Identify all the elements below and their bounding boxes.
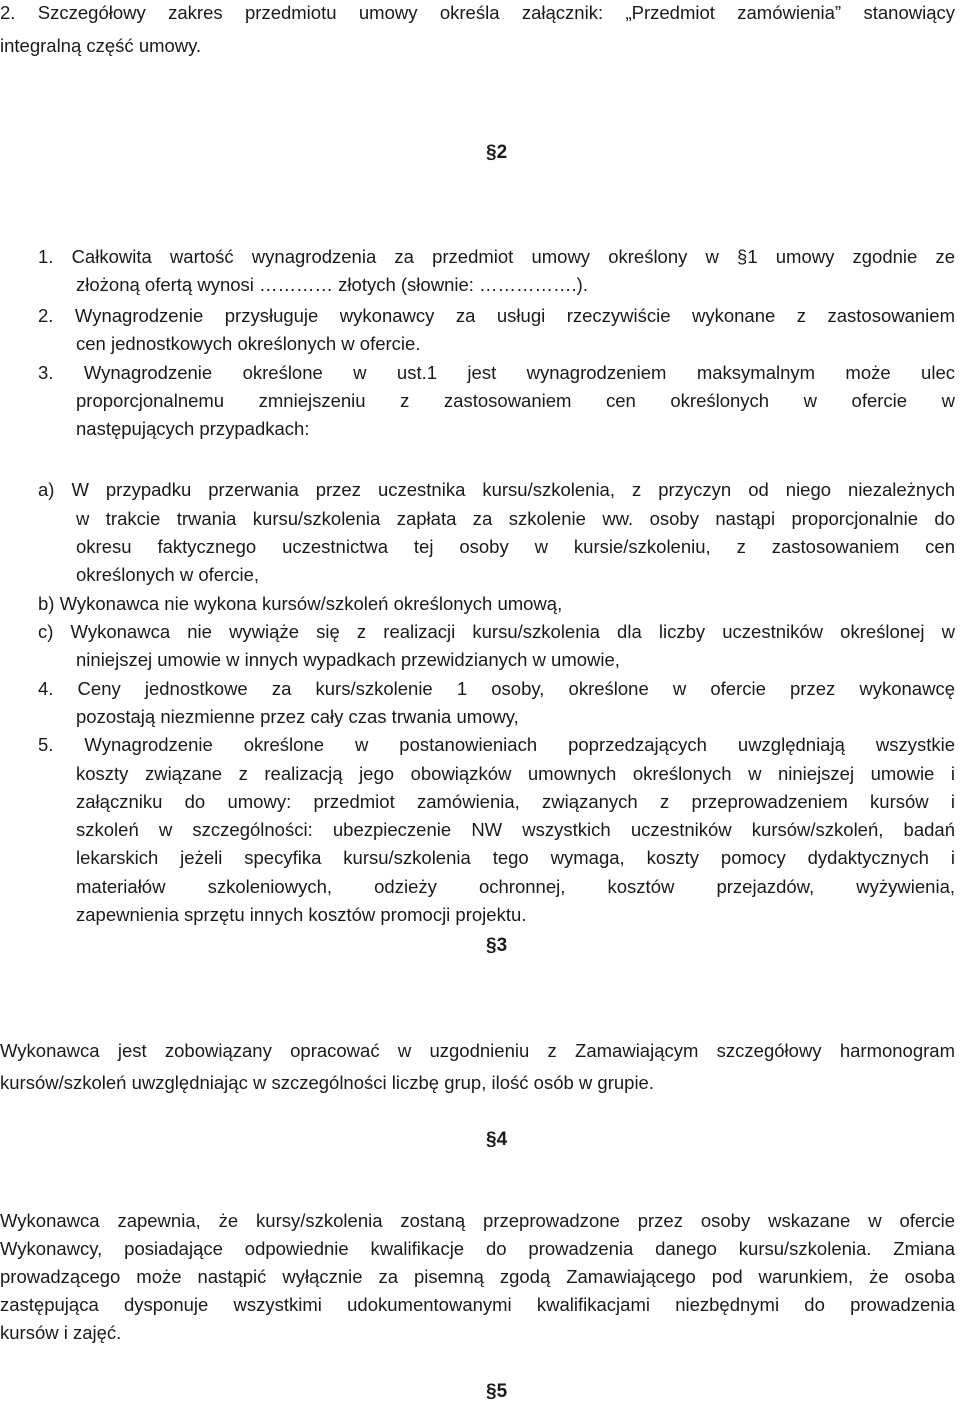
s3-line-2: kursów/szkoleń uwzględniając w szczególności liczbę grup, ilość osób w grupie. [0, 1072, 654, 1093]
s4-line-5: kursów i zajęć. [0, 1322, 122, 1343]
s4-line-2: Wykonawcy, posiadające odpowiednie kwalifikacje do prowadzenia danego kursu/szkolenia. Zmiana [0, 1238, 955, 1259]
s2-p5-line-7: zapewnienia sprzętu innych kosztów promocji projektu. [76, 904, 527, 925]
s2-p2-line-1: 2. Wynagrodzenie przysługuje wykonawcy za usługi rzeczywiście wykonane z zastosowaniem [38, 305, 955, 326]
s2-p5-line-5: lekarskich jeżeli specyfika kursu/szkolenia tego wymaga, koszty pomocy dydaktycznych i [76, 847, 955, 868]
intro-line-2: integralną część umowy. [0, 35, 202, 56]
s2-c-line-1: c) Wykonawca nie wywiąże się z realizacji kursu/szkolenia dla liczby uczestników określonej w [38, 621, 955, 642]
s2-b-line-1: b) Wykonawca nie wykona kursów/szkoleń określonych umową, [38, 593, 563, 614]
s4-line-3: prowadzącego może nastąpić wyłącznie za pisemną zgodą Zamawiającego pod warunkiem, że osoba [0, 1266, 955, 1287]
s2-p5-line-1: 5. Wynagrodzenie określone w postanowieniach poprzedzających uwzględniają wszystkie [38, 734, 955, 755]
s2-p5-line-6: materiałów szkoleniowych, odzieży ochronnej, kosztów przejazdów, wyżywienia, [76, 876, 955, 897]
s2-a-line-4: określonych w ofercie, [76, 564, 260, 585]
intro-line-1: 2. Szczegółowy zakres przedmiotu umowy określa załącznik: „Przedmiot zamówienia” stanowiący [0, 2, 955, 23]
s2-p1-line-1: 1. Całkowita wartość wynagrodzenia za przedmiot umowy określony w §1 umowy zgodnie ze [38, 246, 955, 267]
s2-c-line-2: niniejszej umowie w innych wypadkach przewidzianych w umowie, [76, 649, 620, 670]
s2-p5-line-2: koszty związane z realizacją jego obowiązków umownych określonych w niniejszej umowie i [76, 763, 955, 784]
section-5-heading: §5 [486, 1381, 508, 1402]
s2-p3-line-1: 3. Wynagrodzenie określone w ust.1 jest wynagrodzeniem maksymalnym może ulec [38, 362, 955, 383]
s2-p2-line-2: cen jednostkowych określonych w ofercie. [76, 333, 421, 354]
s2-a-line-1: a) W przypadku przerwania przez uczestnika kursu/szkolenia, z przyczyn od niego niezależnych [38, 479, 955, 500]
s2-p4-line-2: pozostają niezmienne przez cały czas trwania umowy, [76, 706, 519, 727]
s2-p1-line-2: złożoną ofertą wynosi ………… złotych (słownie: …………….). [76, 274, 588, 295]
s3-line-1: Wykonawca jest zobowiązany opracować w uzgodnieniu z Zamawiającym szczegółowy harmonogram [0, 1040, 955, 1061]
s2-p3-line-3: następujących przypadkach: [76, 418, 310, 439]
s2-p5-line-4: szkoleń w szczególności: ubezpieczenie NW wszystkich uczestników kursów/szkoleń, badań [76, 819, 955, 840]
s2-a-line-3: okresu faktycznego uczestnictwa tej osoby w kursie/szkoleniu, z zastosowaniem cen [76, 536, 955, 557]
s2-p3-line-2: proporcjonalnemu zmniejszeniu z zastosowaniem cen określonych w ofercie w [76, 390, 955, 411]
s4-line-1: Wykonawca zapewnia, że kursy/szkolenia zostaną przeprowadzone przez osoby wskazane w ofercie [0, 1210, 955, 1231]
section-3-heading: §3 [486, 935, 508, 956]
section-4-heading: §4 [486, 1129, 508, 1150]
section-2-heading: §2 [486, 142, 508, 163]
s2-p5-line-3: załączniku do umowy: przedmiot zamówienia, związanych z przeprowadzeniem kursów i [76, 791, 955, 812]
s2-p4-line-1: 4. Ceny jednostkowe za kurs/szkolenie 1 osoby, określone w ofercie przez wykonawcę [38, 678, 955, 699]
s4-line-4: zastępująca dysponuje wszystkimi udokumentowanymi kwalifikacjami niezbędnymi do prowadzenia [0, 1294, 955, 1315]
s2-a-line-2: w trakcie trwania kursu/szkolenia zapłata za szkolenie ww. osoby nastąpi proporcjonalnie do [76, 508, 955, 529]
